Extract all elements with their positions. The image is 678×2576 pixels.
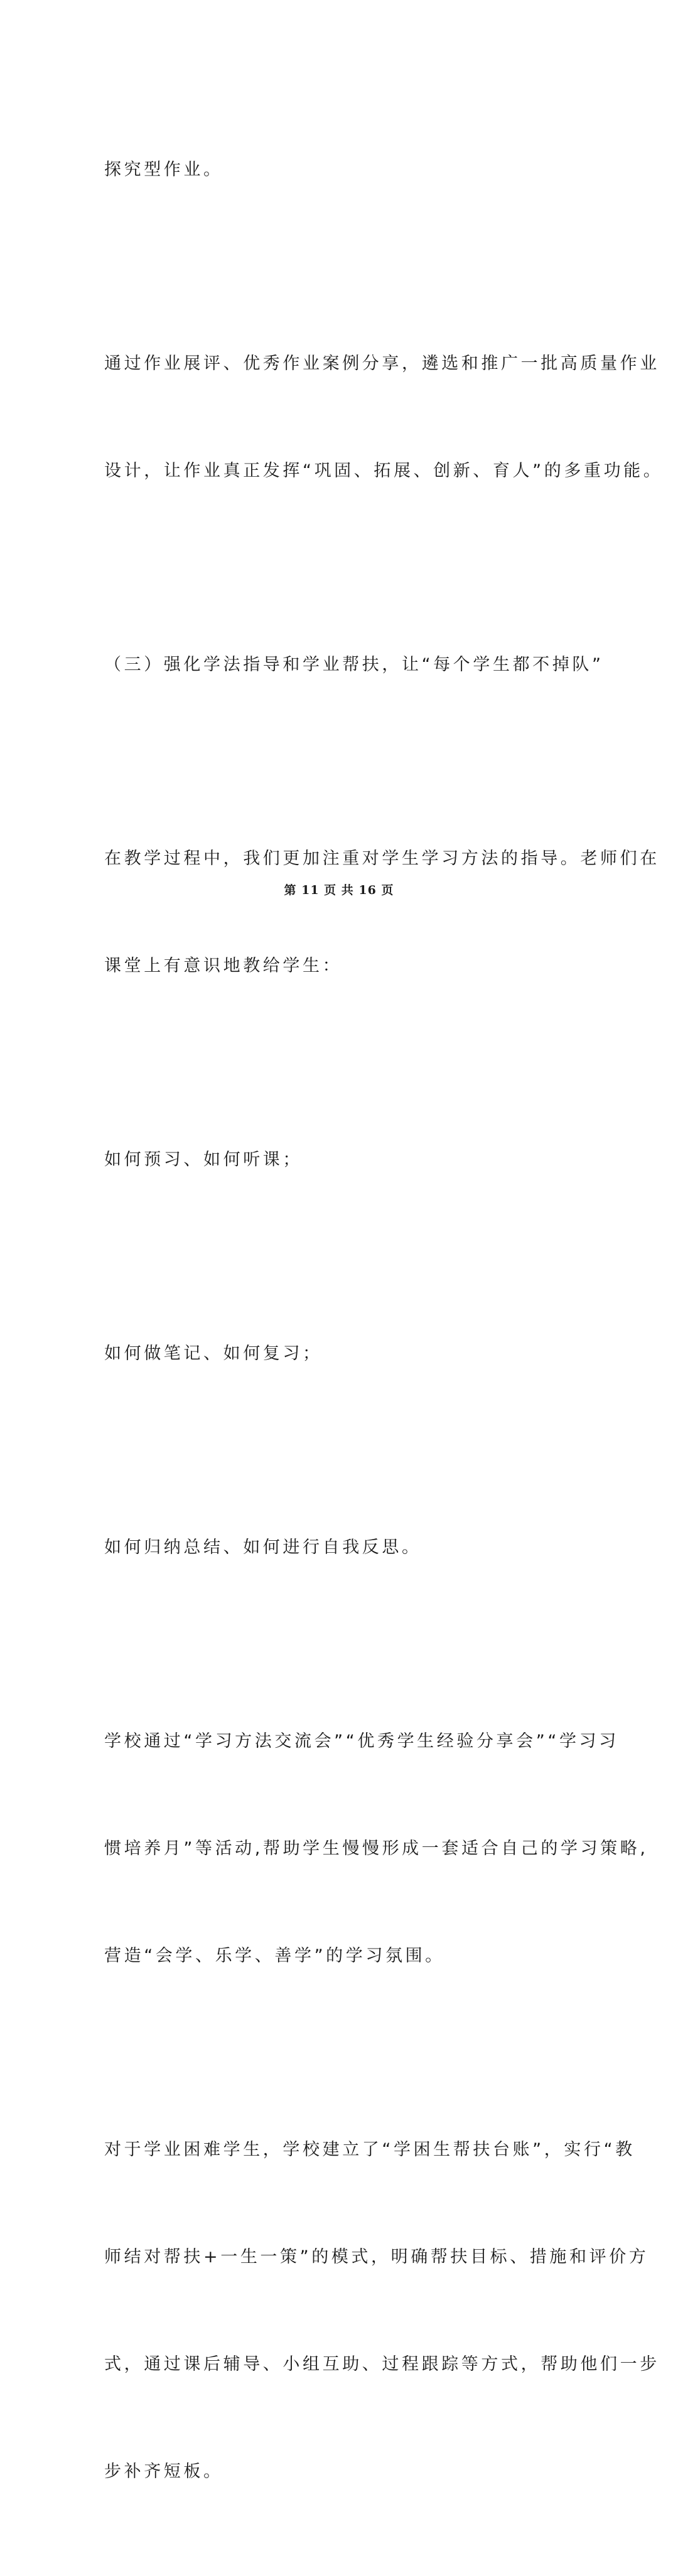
paragraph-8	[104, 1652, 648, 2045]
text-line: 营造“会学、乐学、善学”的学习氛围。	[104, 1946, 445, 1966]
paragraph-2	[104, 274, 664, 560]
text-line: 课堂上有意识地教给学生：	[104, 956, 343, 976]
text-line: 步补齐短板。	[104, 2462, 223, 2481]
text-line: 设计，让作业真正发挥“巩固、拓展、创新、育人”的多重功能。	[104, 461, 664, 481]
text-line: （三）强化学法指导和学业帮扶，让“每个学生都不掉队”	[104, 655, 604, 674]
list-item	[104, 1458, 576, 1637]
text-line: 式，通过课后辅导、小组互助、过程跟踪等方式，帮助他们一步	[104, 2355, 660, 2374]
page-number-text: 第 11 页 共 16 页	[284, 883, 394, 897]
section-heading	[104, 575, 604, 754]
paragraph-4	[104, 769, 660, 1055]
text-line: 在教学过程中，我们更加注重对学生学习方法的指导。老师们在	[104, 849, 660, 868]
text-line: 探究型作业。	[104, 160, 223, 179]
text-line: 学校通过“学习方法交流会”“优秀学生经验分享会”“学习习	[104, 1732, 619, 1751]
paragraph-9	[104, 2060, 660, 2561]
text-line: 如何做笔记、如何复习；	[104, 1344, 323, 1363]
list-item	[104, 1070, 576, 1249]
text-line: 如何归纳总结、如何进行自我反思。	[104, 1538, 422, 1557]
text-line: 如何预习、如何听课；	[104, 1150, 303, 1169]
page-number-footer	[0, 881, 678, 898]
text-line: 惯培养月”等活动,帮助学生慢慢形成一套适合自己的学习策略,	[104, 1839, 648, 1858]
text-line: 师结对帮扶+一生一策”的模式，明确帮扶目标、措施和评价方	[104, 2247, 649, 2267]
paragraph-1	[104, 80, 576, 259]
text-line: 对于学业困难学生，学校建立了“学困生帮扶台账”，实行“教	[104, 2140, 635, 2159]
text-line: 通过作业展评、优秀作业案例分享，遴选和推广一批高质量作业	[104, 354, 660, 373]
body-text	[104, 80, 664, 2576]
list-item	[104, 1264, 576, 1443]
